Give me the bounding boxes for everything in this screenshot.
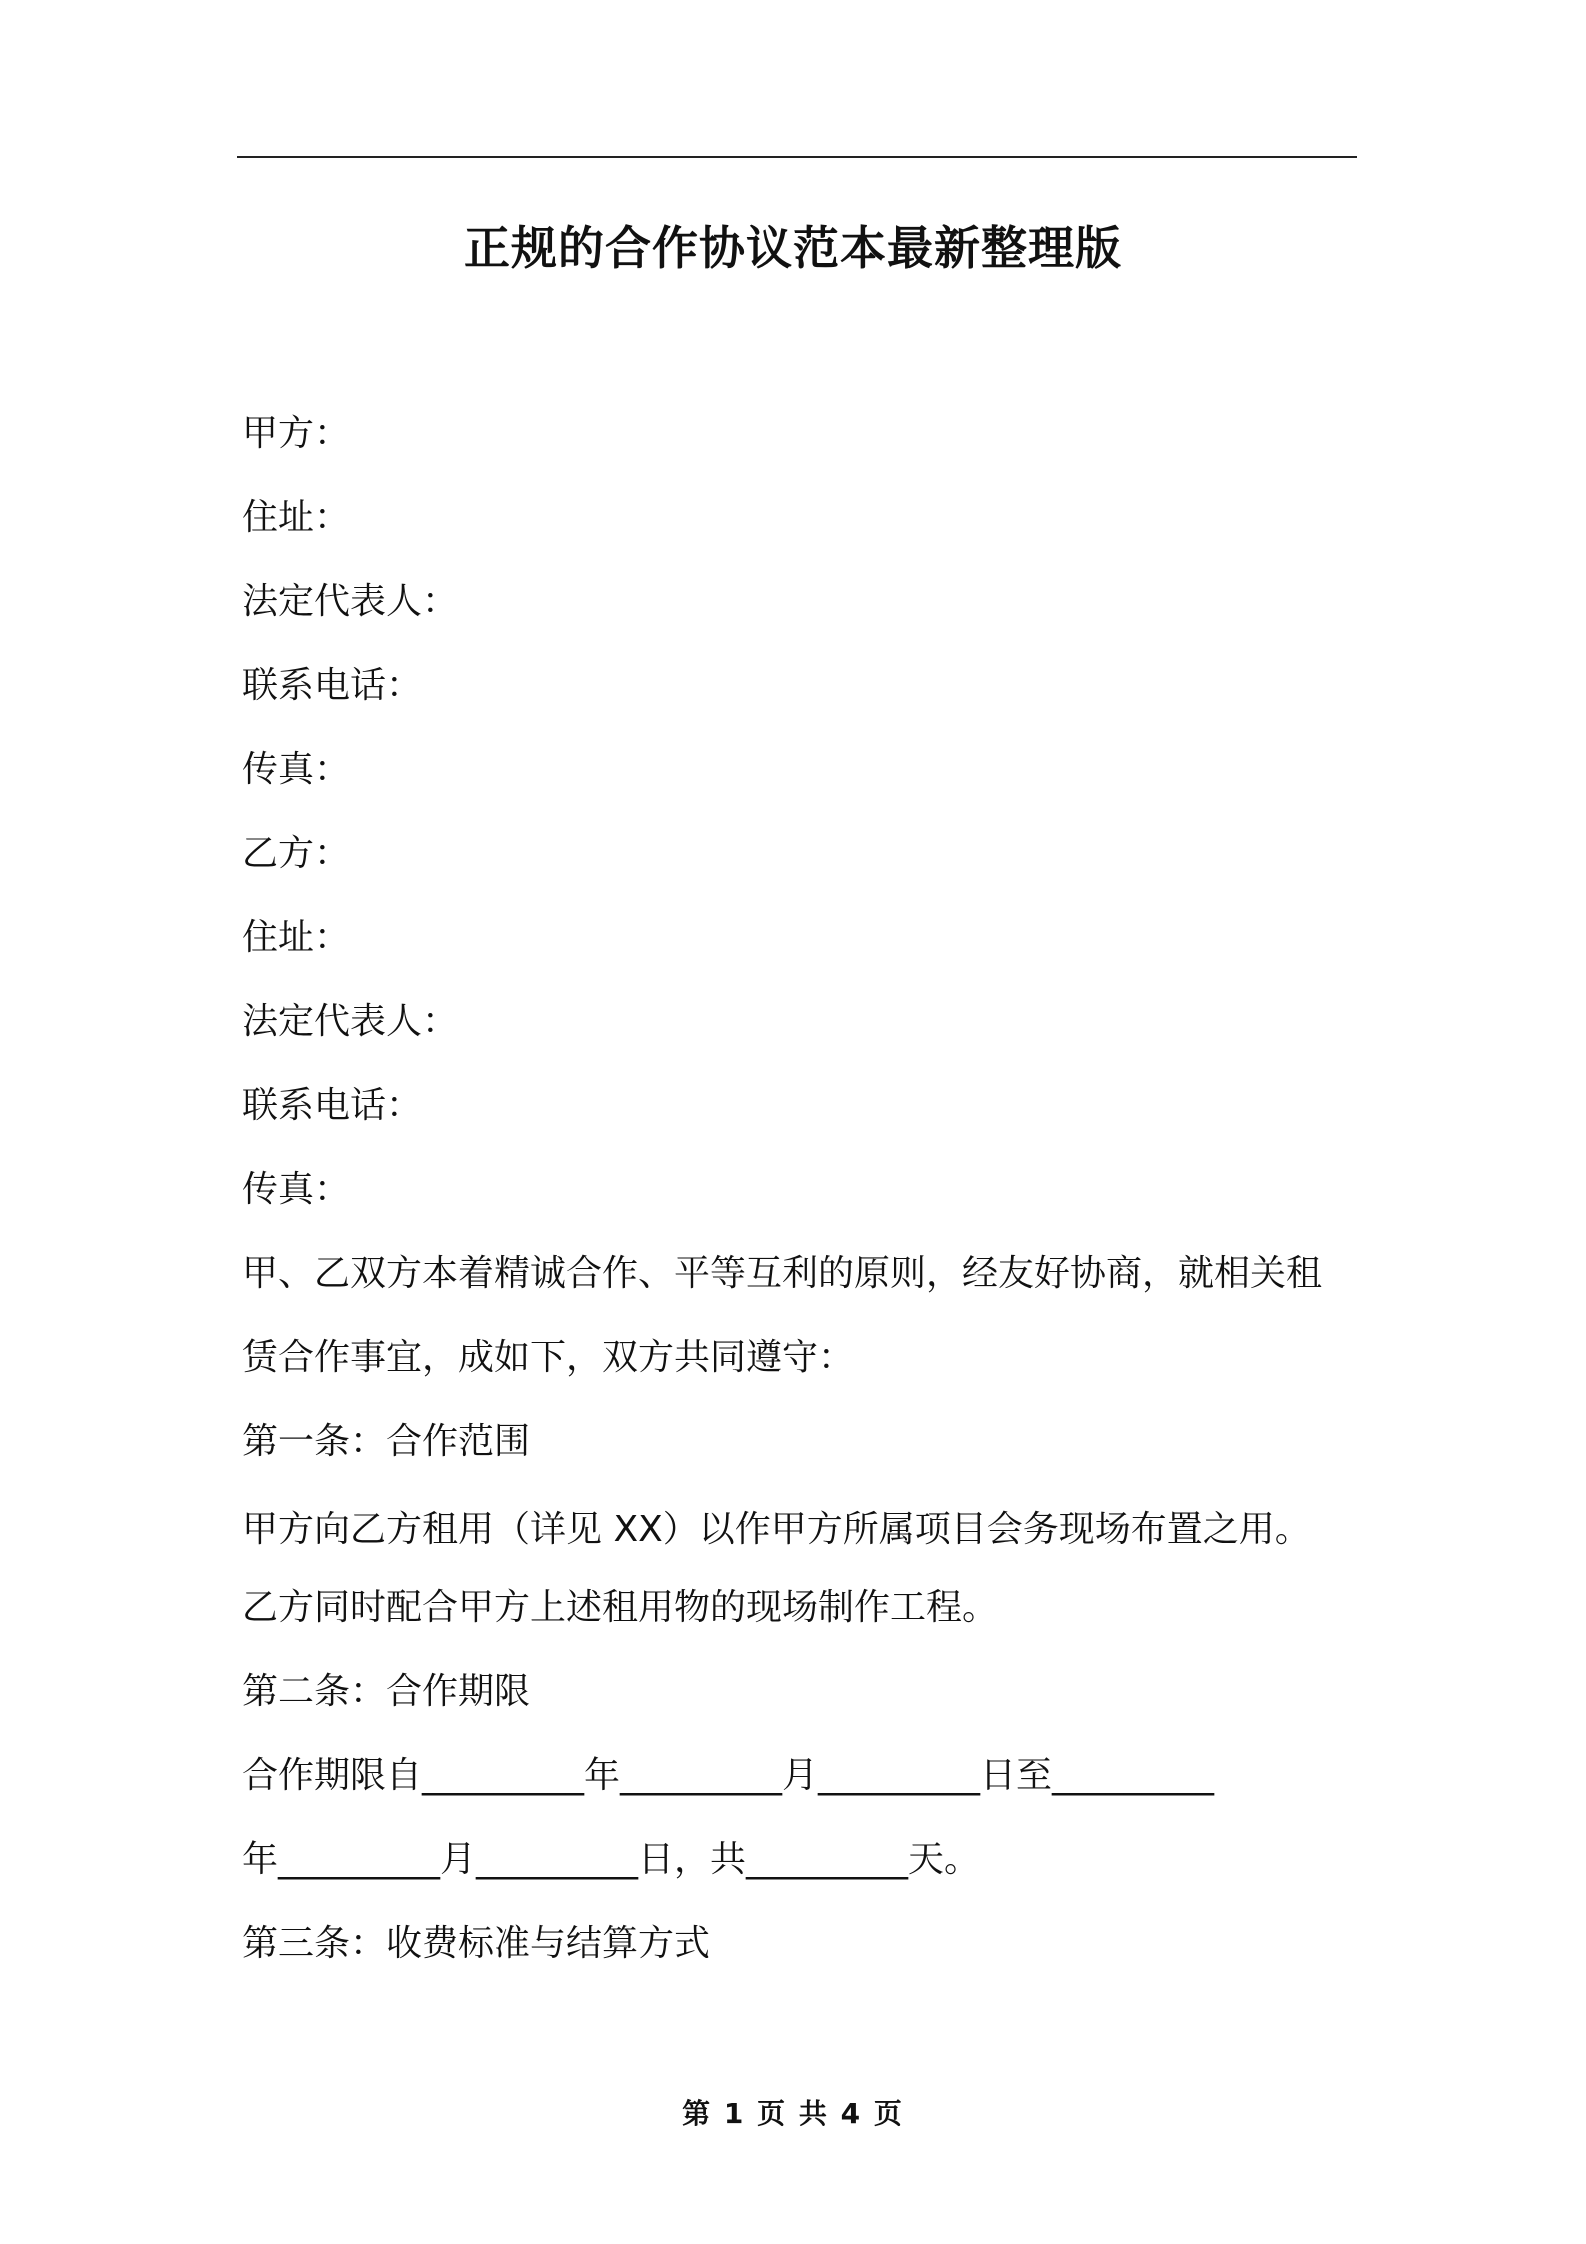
party-a-label: 甲方：: [242, 413, 351, 454]
page-footer: 第 1 页 共 4 页: [682, 2097, 904, 2130]
article-2-text-line-1: 合作期限自_________年_________月_________日至_________: [242, 1755, 1215, 1796]
preamble-line-2: 赁合作事宜，成如下，双方共同遵守：: [242, 1337, 855, 1378]
article-1-text-line-2: 乙方同时配合甲方上述租用物的现场制作工程。: [242, 1587, 999, 1628]
article-1-heading: 第一条：合作范围: [242, 1421, 531, 1462]
party-b-fax-label: 传真：: [242, 1169, 351, 1210]
party-b-label: 乙方：: [242, 833, 351, 874]
party-a-address-label: 住址：: [242, 497, 351, 538]
party-a-fax-label: 传真：: [242, 749, 351, 790]
article-2-heading: 第二条：合作期限: [242, 1671, 531, 1712]
party-b-address-label: 住址：: [242, 917, 351, 958]
preamble-line-1: 甲、乙双方本着精诚合作、平等互利的原则，经友好协商，就相关租: [242, 1253, 1323, 1294]
party-a-legal-rep-label: 法定代表人：: [242, 581, 459, 622]
article-2-text-line-2: 年_________月_________日，共_________天。: [242, 1839, 981, 1880]
party-a-phone-label: 联系电话：: [242, 665, 423, 706]
party-b-legal-rep-label: 法定代表人：: [242, 1001, 459, 1042]
header-rule: [237, 156, 1357, 158]
article-3-heading: 第三条：收费标准与结算方式: [242, 1923, 711, 1964]
document-title: 正规的合作协议范本最新整理版: [464, 221, 1122, 275]
article-1-text-line-1: 甲方向乙方租用（详见 XX）以作甲方所属项目会务现场布置之用。: [242, 1509, 1311, 1550]
party-b-phone-label: 联系电话：: [242, 1085, 423, 1126]
